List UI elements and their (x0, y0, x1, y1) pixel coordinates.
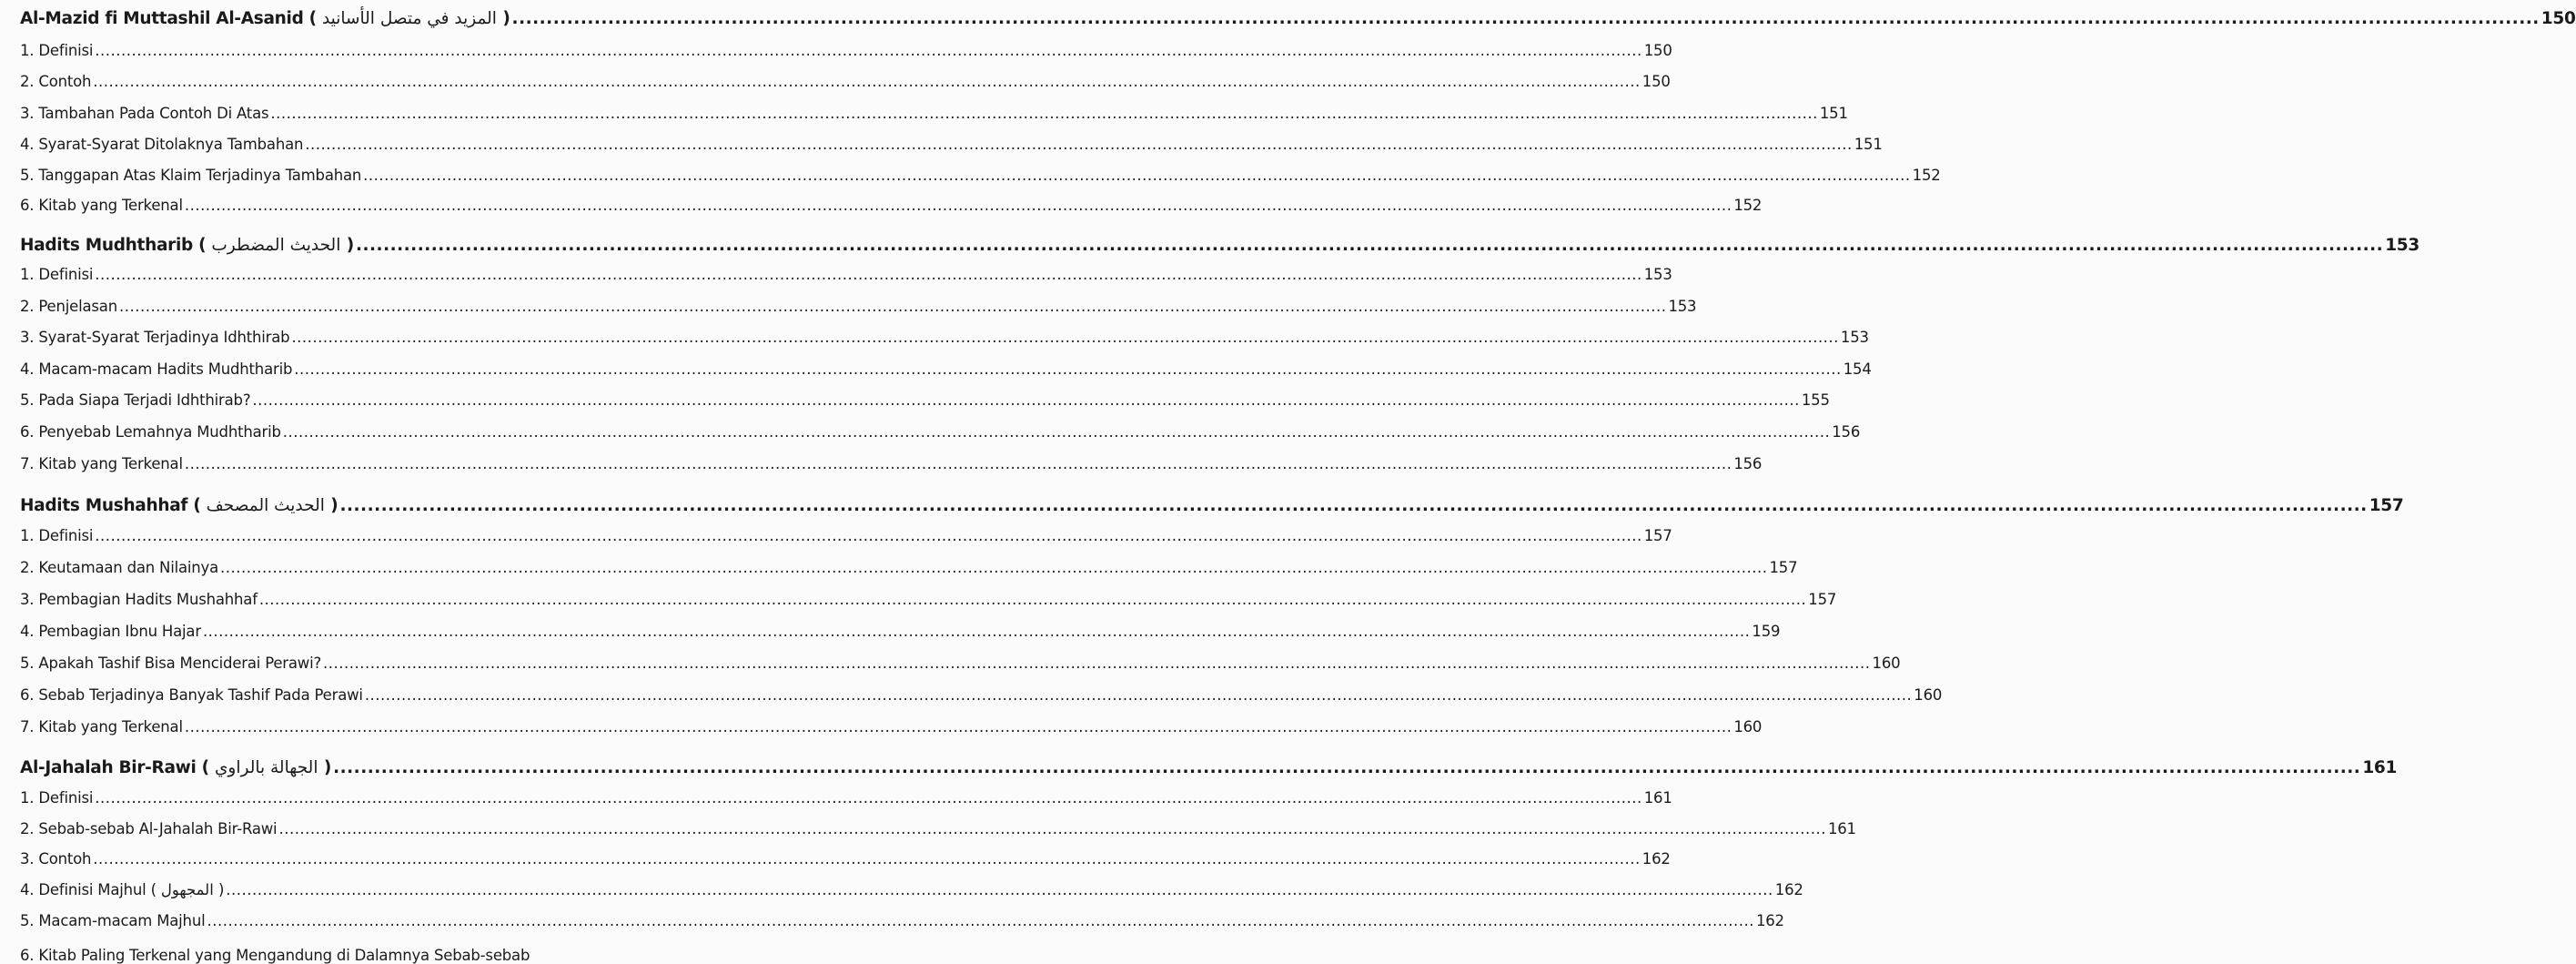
dot-leader (252, 391, 1799, 409)
toc-entry[interactable] (20, 718, 1763, 736)
section-arabic-title: الحديث المصحف (206, 496, 325, 515)
entry-arabic-term: المجهول (160, 881, 214, 898)
entry-label: 2. Sebab-sebab Al-Jahalah Bir-Rawi (20, 820, 278, 837)
dot-leader (93, 73, 1640, 90)
section-title: Al-Jahalah Bir-Rawi ( الجهالة بالراوي ) (20, 758, 332, 777)
page-number: 160 (1914, 686, 1943, 704)
toc-entry[interactable] (20, 527, 1672, 544)
entry-label: 2. Contoh (20, 73, 92, 90)
dot-leader (95, 266, 1642, 283)
entry-label: 4. Pembagian Ibnu Hajar (20, 623, 201, 640)
toc-entry[interactable] (20, 298, 1697, 315)
page-number: 162 (1642, 850, 1671, 868)
toc-entry[interactable] (20, 881, 1803, 898)
toc-entry[interactable] (20, 329, 1869, 346)
dot-leader (305, 136, 1852, 153)
entry-label: 4. Macam-macam Hadits Mudhtharib (20, 360, 293, 378)
dot-leader (185, 197, 1732, 214)
toc-entry[interactable] (20, 655, 1901, 672)
dot-leader (259, 591, 1806, 608)
toc-entry[interactable] (20, 623, 1781, 640)
entry-label: 6. Penyebab Lemahnya Mudhtharib (20, 423, 281, 441)
entry-label: 6. Kitab yang Terkenal (20, 197, 183, 214)
page-number: 161 (1643, 789, 1672, 807)
dot-leader (95, 789, 1642, 807)
entry-label: 2. Penjelasan (20, 298, 117, 315)
entry-label: 4. Definisi Majhul ( المجهول ) (20, 881, 225, 898)
entry-label: 7. Kitab yang Terkenal (20, 718, 183, 736)
dot-leader (323, 655, 1870, 672)
entry-label: 6. Sebab Terjadinya Banyak Tashif Pada Perawi (20, 686, 363, 704)
entry-label: 5. Macam-macam Majhul (20, 912, 206, 929)
toc-entry[interactable] (20, 197, 1763, 214)
toc-entry[interactable] (20, 42, 1672, 59)
page-number: 157 (2369, 496, 2404, 515)
toc-entry[interactable] (20, 686, 1943, 704)
page-number: 153 (1668, 298, 1697, 315)
page-number: 152 (1912, 167, 1941, 184)
entry-label: 3. Pembagian Hadits Mushahhaf (20, 591, 258, 608)
entry-label: 1. Definisi (20, 789, 94, 807)
entry-label: 4. Syarat-Syarat Ditolaknya Tambahan (20, 136, 304, 153)
section-title: Hadits Mushahhaf ( الحديث المصحف ) (20, 496, 338, 515)
page-number: 153 (2385, 236, 2419, 255)
toc-entry[interactable] (20, 559, 1798, 576)
toc-entry[interactable] (20, 167, 1941, 184)
dot-leader (203, 623, 1750, 640)
page-number: 151 (1854, 136, 1883, 153)
dot-leader (278, 820, 1825, 837)
dot-leader (365, 686, 1912, 704)
toc-section-heading[interactable] (20, 236, 2419, 255)
page-number: 154 (1843, 360, 1872, 378)
dot-leader (119, 298, 1666, 315)
toc-section-heading[interactable] (20, 9, 2576, 28)
dot-leader (95, 42, 1642, 59)
toc-entry[interactable] (20, 73, 1671, 90)
dot-leader (93, 850, 1640, 868)
page-number: 161 (2362, 758, 2398, 777)
dot-leader (283, 423, 1830, 441)
toc-section-heading[interactable] (20, 758, 2398, 777)
section-arabic-title: الحديث المضطرب (211, 236, 341, 255)
page-number: 162 (1755, 912, 1784, 929)
page-number: 150 (2541, 9, 2576, 28)
toc-entry[interactable] (20, 360, 1872, 378)
dot-leader (294, 360, 1841, 378)
entry-label: 3. Tambahan Pada Contoh Di Atas (20, 105, 269, 122)
page-number: 150 (1642, 73, 1671, 90)
dot-leader (356, 236, 2383, 255)
entry-label: 3. Syarat-Syarat Terjadinya Idhthirab (20, 329, 290, 346)
toc-entry[interactable] (20, 105, 1848, 122)
toc-entry[interactable] (20, 423, 1861, 441)
entry-label: 7. Kitab yang Terkenal (20, 455, 183, 472)
page-number: 161 (1827, 820, 1856, 837)
toc-entry[interactable] (20, 391, 1830, 409)
entry-label: 1. Definisi (20, 266, 94, 283)
entry-label: 5. Apakah Tashif Bisa Menciderai Perawi? (20, 655, 322, 672)
page-number: 160 (1733, 718, 1763, 736)
entry-label: 3. Contoh (20, 850, 92, 868)
page-number: 153 (1840, 329, 1869, 346)
dot-leader (207, 912, 1753, 929)
section-title: Hadits Mudhtharib ( الحديث المضطرب ) (20, 236, 354, 255)
dot-leader (185, 455, 1732, 472)
toc-section-heading[interactable] (20, 496, 2404, 515)
dot-leader (95, 527, 1642, 544)
dot-leader (226, 881, 1773, 898)
section-title: Al-Mazid fi Muttashil Al-Asanid ( المزيد في متصل الأسانيد ) (20, 9, 510, 28)
page-number: 153 (1643, 266, 1672, 283)
toc-entry-cut-off[interactable] (20, 947, 621, 964)
toc-entry[interactable] (20, 912, 1784, 929)
page-number: 156 (1832, 423, 1861, 441)
page-number: 159 (1752, 623, 1781, 640)
toc-entry[interactable] (20, 820, 1856, 837)
toc-entry[interactable] (20, 266, 1672, 283)
page-number: 155 (1801, 391, 1830, 409)
page-number: 160 (1872, 655, 1901, 672)
toc-entry[interactable] (20, 591, 1837, 608)
toc-entry[interactable] (20, 789, 1672, 807)
dot-leader (291, 329, 1838, 346)
page-number: 157 (1643, 527, 1672, 544)
entry-label: 1. Definisi (20, 527, 94, 544)
dot-leader (333, 758, 2360, 777)
page-number: 162 (1774, 881, 1803, 898)
section-arabic-title: المزيد في متصل الأسانيد (321, 9, 497, 28)
dot-leader (512, 9, 2540, 28)
page-number: 151 (1819, 105, 1848, 122)
dot-leader (339, 496, 2367, 515)
page-number: 152 (1733, 197, 1763, 214)
toc-entry[interactable] (20, 850, 1671, 868)
dot-leader (363, 167, 1910, 184)
entry-label: 5. Pada Siapa Terjadi Idhthirab? (20, 391, 251, 409)
dot-leader (185, 718, 1732, 736)
entry-label: 6. Kitab Paling Terkenal yang Mengandung di Dalamnya Sebab-sebab (20, 947, 530, 964)
dot-leader (220, 559, 1767, 576)
entry-label: 5. Tanggapan Atas Klaim Terjadinya Tambahan (20, 167, 362, 184)
entry-label: 1. Definisi (20, 42, 94, 59)
page-number: 150 (1643, 42, 1672, 59)
dot-leader (270, 105, 1817, 122)
page-number: 157 (1769, 559, 1798, 576)
section-arabic-title: الجهالة بالراوي (214, 758, 318, 777)
entry-label: 2. Keutamaan dan Nilainya (20, 559, 218, 576)
toc-entry[interactable] (20, 136, 1883, 153)
page-number: 156 (1733, 455, 1763, 472)
toc-entry[interactable] (20, 455, 1763, 472)
page-number: 157 (1808, 591, 1837, 608)
